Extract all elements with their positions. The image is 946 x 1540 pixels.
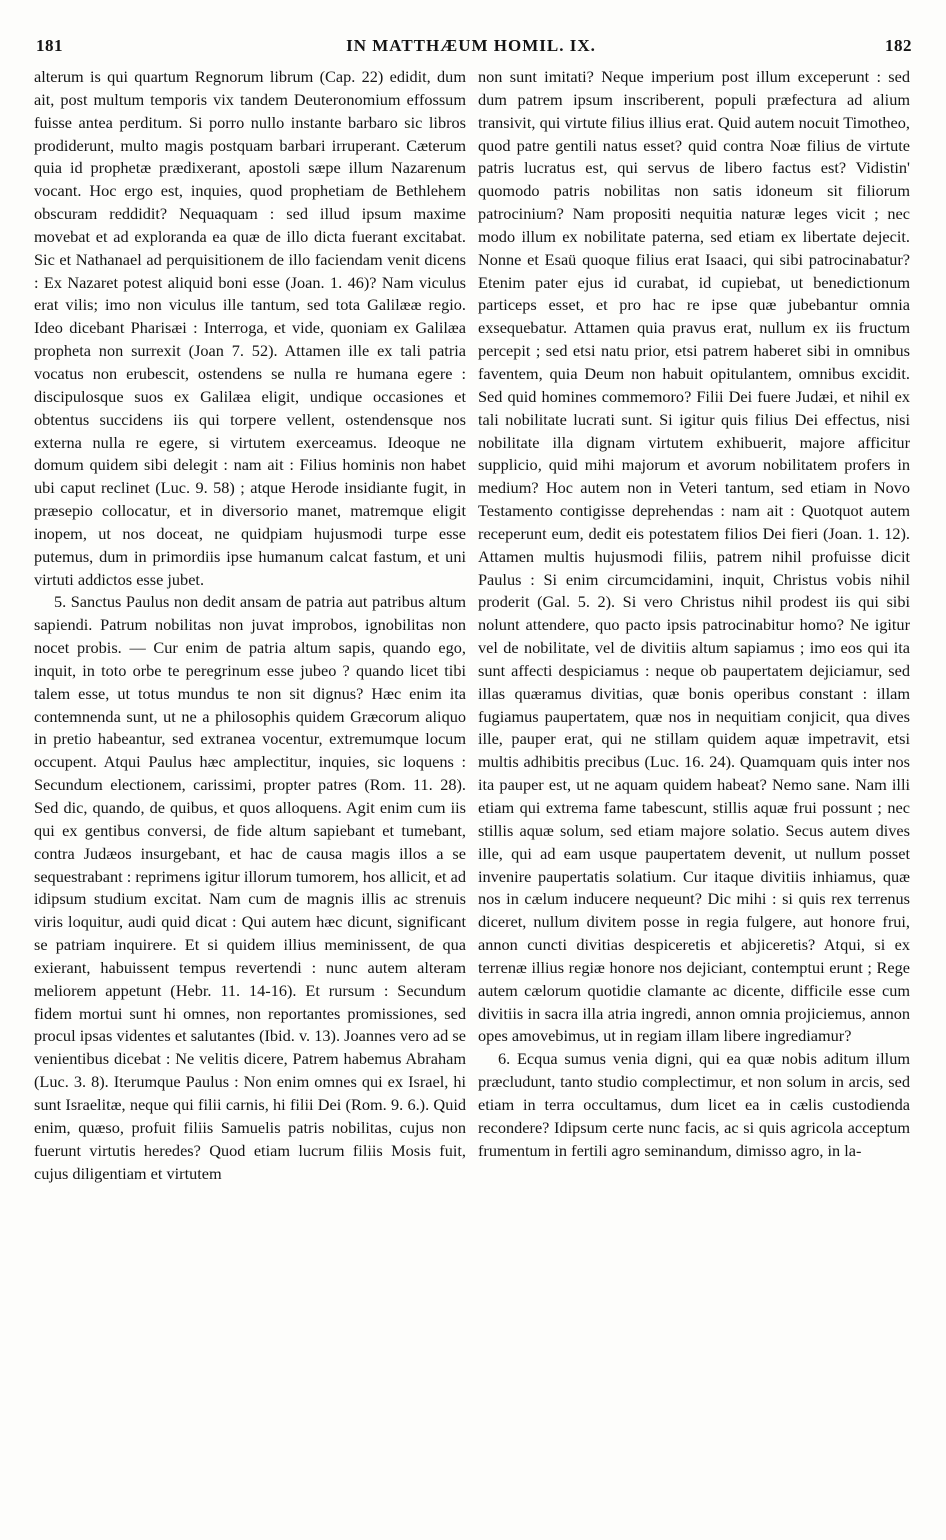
left-paragraph-1: alterum is qui quartum Regnorum librum (Cap. 22) edidit, dum ait, post multum temporis vix tandem Deuteronomium effossum fuisse antea perditum. Si porro nullo instante barbaro sic libros prodiderunt, multo magis postquam barbari irruperant. Cæterum quia id prophetæ prædixerant, apostoli sæpe illum Nazarenum vocant. Hoc ergo est, inquies, quod prophetiam de Bethlehem obscuram reddidit? Nequaquam : sed illud ipsum maxime movebat et ad exploranda ea quæ de illo dicta fuerant excitabat. Sic et Nathanael ad perquisitionem de illo faciendam venit dicens : Ex Nazaret potest aliquid boni esse (Joan. 1. 46)? Nam viculus erat vilis; imo non viculus ille tantum, sed tota Galilææ regio. Ideo dicebant Pharisæi : Interroga, et vide, quoniam ex Galilæa propheta non surrexit (Joan 7. 52). Attamen ille ex tali patria vocatus non erubescit, ostendens se nulla re humana egere : discipulosque suos ex Galilæa eligit, undique occasiones et obtentus succidens iis qui torpere vellent, ostendensque nos externa nulla re egere, si virtutem exerceamus. Ideoque ne domum quidem sibi delegit : nam ait : Filius hominis non habet ubi caput reclinet (Luc. 9. 58) ; atque Herode insidiante fugit, in præsepio collocatur, et in diversorio manet, matremque eligit inopem, ut nos doceat, ne quidpiam hujusmodi turpe esse putemus, dum in primordiis ipse humanum calcat fastum, et uni virtuti addictos esse jubet. [34, 67, 466, 589]
left-column [34, 66, 466, 1526]
running-header [30, 32, 912, 60]
right-column [478, 66, 910, 1526]
right-paragraph-1: non sunt imitati? Neque imperium post illum exceperunt : sed dum patrem ipsum inscriberent, populi præfectura ad alium transivit, qui virtute filius illius erat. Quid autem nocuit Timotheo, quod patre gentili natus esset? quid contra Noæ filius de virtute patris lucratus est, qui servus de libero factus est? Vidistin' quomodo patris nobilitas non satis idoneum sit filiorum patrocinium? Nam propositi nequitia naturæ leges vicit ; nec modo illum ex nobilitate paterna, sed etiam ex libertate dejecit. Nonne et Esaü quoque filius erat Isaaci, qui sibi patrocinabatur? Etenim pater ejus id curabat, id cupiebat, ut benedictionum particeps esset, et pro hac re ipse quæ jubebantur omnia exsequebatur. Attamen quia pravus erat, nullum ex iis fructum percepit ; sed etsi natu prior, etsi patrem haberet sibi in omnibus faventem, quia Deum non habuit opitulantem, omnibus excidit. Sed quid homines commemoro? Filii Dei fuere Judæi, et nihil ex tali nobilitate lucrati sunt. Si igitur quis filius Dei effectus, nisi nobilitate illa dignam virtutem exhibuerit, majore afficitur supplicio, quid mihi majorum et avorum nobilitatem profers in medium? Hoc autem non in Veteri tantum, sed etiam in Novo Testamento contigisse deprehendas : nam ait : Quotquot autem receperunt eum, dedit eis potestatem filios Dei fieri (Joan. 1. 12). Attamen multis hujusmodi filiis, patrem nihil profuisse dicit Paulus : Si enim circumcidamini, inquit, Christus vobis nihil proderit (Gal. 5. 2). Si vero Christus nihil prodest iis qui sibi nolunt attendere, quo pacto ipsis patrocinabitur homo? Ne igitur vel de nobilitate, vel de divitiis altum sapiamus ; imo eos qui ita sunt affecti despiciamus : neque ob paupertatem dejiciamur, sed illas quæramus divitias, quæ bonis operibus constant : illam fugiamus paupertatem, quæ nos in nequitiam conjicit, qua dives ille, pauper erat, qui ne stillam quidem aquæ impetravit, etsi multis adhibitis precibus (Luc. 16. 24). Quamquam quis inter nos ita pauper est, ut ne aquam quidem habeat? Nemo sane. Nam illi etiam qui extrema fame tabescunt, stillis aquæ frui possunt ; nec stillis aquæ solum, sed etiam majore solatio. Secus autem dives ille, qui ad eam usque paupertatem devenit, ut nullum posset invenire paupertatis solatium. Cur itaque divitiis inhiamus, quæ nos in cælum inducere nequeunt? Dic mihi : si quis rex terrenus diceret, nullum divitem posse in regia fulgere, aut honore frui, annon cuncti divitias despiceretis et abjiceretis? Atqui, si ex terrenæ illius regiæ honore nos dejiciant, contemptui erunt ; Rege autem cælorum quotidie clamante ac dicente, difficile esse cum divitiis in sacra illa atria ingredi, annon omnia projiciemus, annon opes amovebimus, ut in regiam illam libere ingrediamur? [478, 67, 910, 1046]
page-number-right: 182 [885, 36, 912, 55]
running-title: IN MATTHÆUM HOMIL. IX. [346, 36, 596, 55]
left-paragraph-2: 5. Sanctus Paulus non dedit ansam de patria aut patribus altum sapiendi. Patrum nobilitas non juvat improbos, ignobilitas non nocet probis. — Cur enim de patria altum sapis, quando ego, inquit, in toto orbe te peregrinum esse jubeo ? quando licet tibi talem esse, ut totus mundus te non sit dignus? Hæc enim ita contemnenda sunt, ut ne a philosophis quidem Græcorum aliquo in pretio habeantur, sed extranea vocentur, extremumque locum occupent. Atqui Paulus hæc amplectitur, inquies, sic loquens : Secundum electionem, carissimi, propter patres (Rom. 11. 28). Sed dic, quando, de quibus, et quos alloquens. Agit enim cum iis qui ex gentibus conversi, de fide altum sapiebant et tumebant, contra Judæos insurgebant, et hac de causa magis illos a se sequestrabant : reprimens igitur illorum tumorem, hos allicit, et ad idipsum studium excitat. Nam cum de magnis illis ac strenuis viris loquitur, audi quid dicat : Qui autem hæc dicunt, significant se patriam inquirere. Et si quidem illius meminissent, de qua exierant, habuissent tempus revertendi : nunc autem alteram meliorem appetunt (Hebr. 11. 14-16). Et rursum : Secundum fidem mortui sunt hi omnes, non reportantes promissiones, sed procul ipsas videntes et salutantes (Ibid. v. 13). Joannes vero ad se venientibus dicebat : Ne velitis dicere, Patrem habemus Abraham (Luc. 3. 8). Iterumque Paulus : Non enim omnes qui ex Israel, hi sunt Israelitæ, neque qui filii carnis, hi filii Dei (Rom. 9. 6.). Quid enim, quæso, profuit filiis Samuelis patris nobilitas, cujus non fuerunt virtutis heredes? Quod etiam lucrum filiis Mosis fuit, cujus diligentiam et virtutem [34, 592, 466, 1183]
right-paragraph-2: 6. Ecqua sumus venia digni, qui ea quæ nobis aditum illum præcludunt, tanto studio complectimur, et non solum in arcis, sed etiam in terra occultamus, dum licet ea in cælis custodienda recondere? Idipsum certe nunc facis, ac si quis agricola acceptum frumentum in fertili agro seminandum, dimisso agro, in la- [478, 1049, 910, 1160]
page-number-left: 181 [36, 36, 63, 55]
